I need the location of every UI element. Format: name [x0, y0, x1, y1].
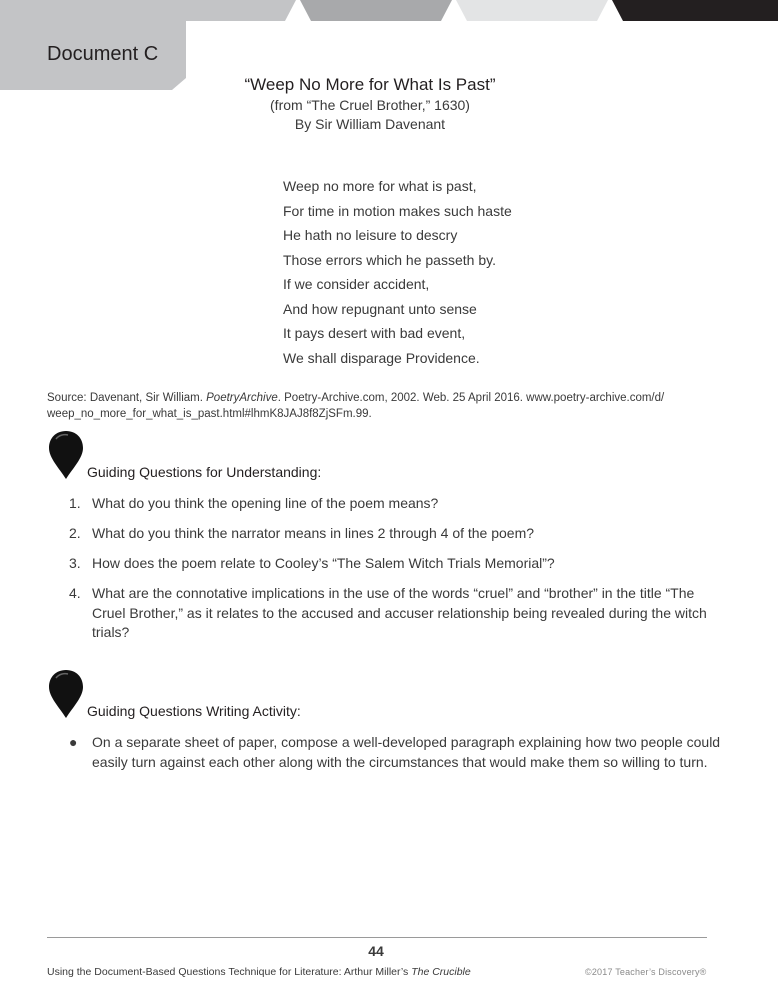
map-pin-icon [47, 430, 85, 480]
list-item [47, 584, 727, 643]
document-tab-top [0, 0, 186, 22]
list-item [47, 494, 727, 514]
understanding-questions [47, 494, 727, 653]
poem-line: Weep no more for what is past, [283, 178, 477, 194]
poem-line: It pays desert with bad event, [283, 325, 466, 341]
header-bar-light [456, 0, 608, 21]
footer-divider [47, 937, 707, 938]
question-text: What do you think the narrator means in lines 2 through 4 of the poem? [92, 525, 535, 541]
footer-book-title [47, 966, 471, 978]
header-bar-dark [612, 0, 778, 21]
footer-copyright: ©2017 Teacher’s Discovery® [585, 967, 707, 977]
poem-line: For time in motion makes such haste [283, 202, 512, 219]
list-item [47, 524, 727, 544]
writing-activity-item [47, 733, 727, 772]
header-bar-mid [300, 0, 452, 21]
poem-line: Those errors which he passeth by. [283, 251, 496, 268]
list-item [47, 554, 727, 574]
question-number: 2. [69, 525, 81, 541]
understanding-heading: Guiding Questions for Understanding: [87, 464, 322, 480]
writing-heading: Guiding Questions Writing Activity: [87, 703, 301, 719]
question-text: What are the connotative implications in the use of the words “cruel” and “brother” in the title “The Cruel Brother,” as it relates to the accused and accuser relationship being revealed during the witch trials? [92, 585, 707, 640]
poem-title: “Weep No More for What Is Past” [244, 75, 496, 94]
question-text: How does the poem relate to Cooley’s “The Salem Witch Trials Memorial”? [92, 555, 555, 571]
source-prefix: Source: Davenant, Sir William. [47, 392, 207, 404]
footer-title-prefix: Using the Document-Based Questions Technique for Literature: Arthur Miller’s [47, 966, 412, 978]
source-url: weep_no_more_for_what_is_past.html#lhmK8JAJ8f8ZjSFm.99. [47, 408, 372, 420]
poem-subtitle: (from “The Cruel Brother,” 1630) [270, 97, 470, 113]
poem-body [283, 176, 643, 372]
question-number: 1. [69, 495, 81, 511]
poem-line: We shall disparage Providence. [283, 349, 480, 366]
source-rest: . Poetry-Archive.com, 2002. Web. 25 April 2016. www.poetry-archive.com/d/ [277, 392, 665, 404]
poem-line: He hath no leisure to descry [283, 227, 458, 243]
poem-line: If we consider accident, [283, 276, 430, 292]
header-bar-light-left [186, 0, 296, 21]
document-label: Document C [47, 43, 159, 65]
map-pin-icon [47, 669, 85, 719]
writing-activity-text: On a separate sheet of paper, compose a well-developed paragraph explaining how two people could easily turn against each other along with the circumstances that would make them so willing to turn. [92, 734, 721, 770]
question-text: What do you think the opening line of the poem means? [92, 495, 439, 511]
question-number: 3. [69, 555, 81, 571]
question-number: 4. [69, 585, 81, 601]
poem-author: By Sir William Davenant [294, 116, 446, 132]
poem-line: And how repugnant unto sense [283, 300, 477, 317]
source-citation [47, 390, 737, 422]
bullet-icon: ● [69, 734, 78, 750]
source-title: PoetryArchive [206, 392, 278, 404]
page-number: 44 [368, 943, 384, 959]
footer-title-italic: The Crucible [411, 966, 471, 978]
